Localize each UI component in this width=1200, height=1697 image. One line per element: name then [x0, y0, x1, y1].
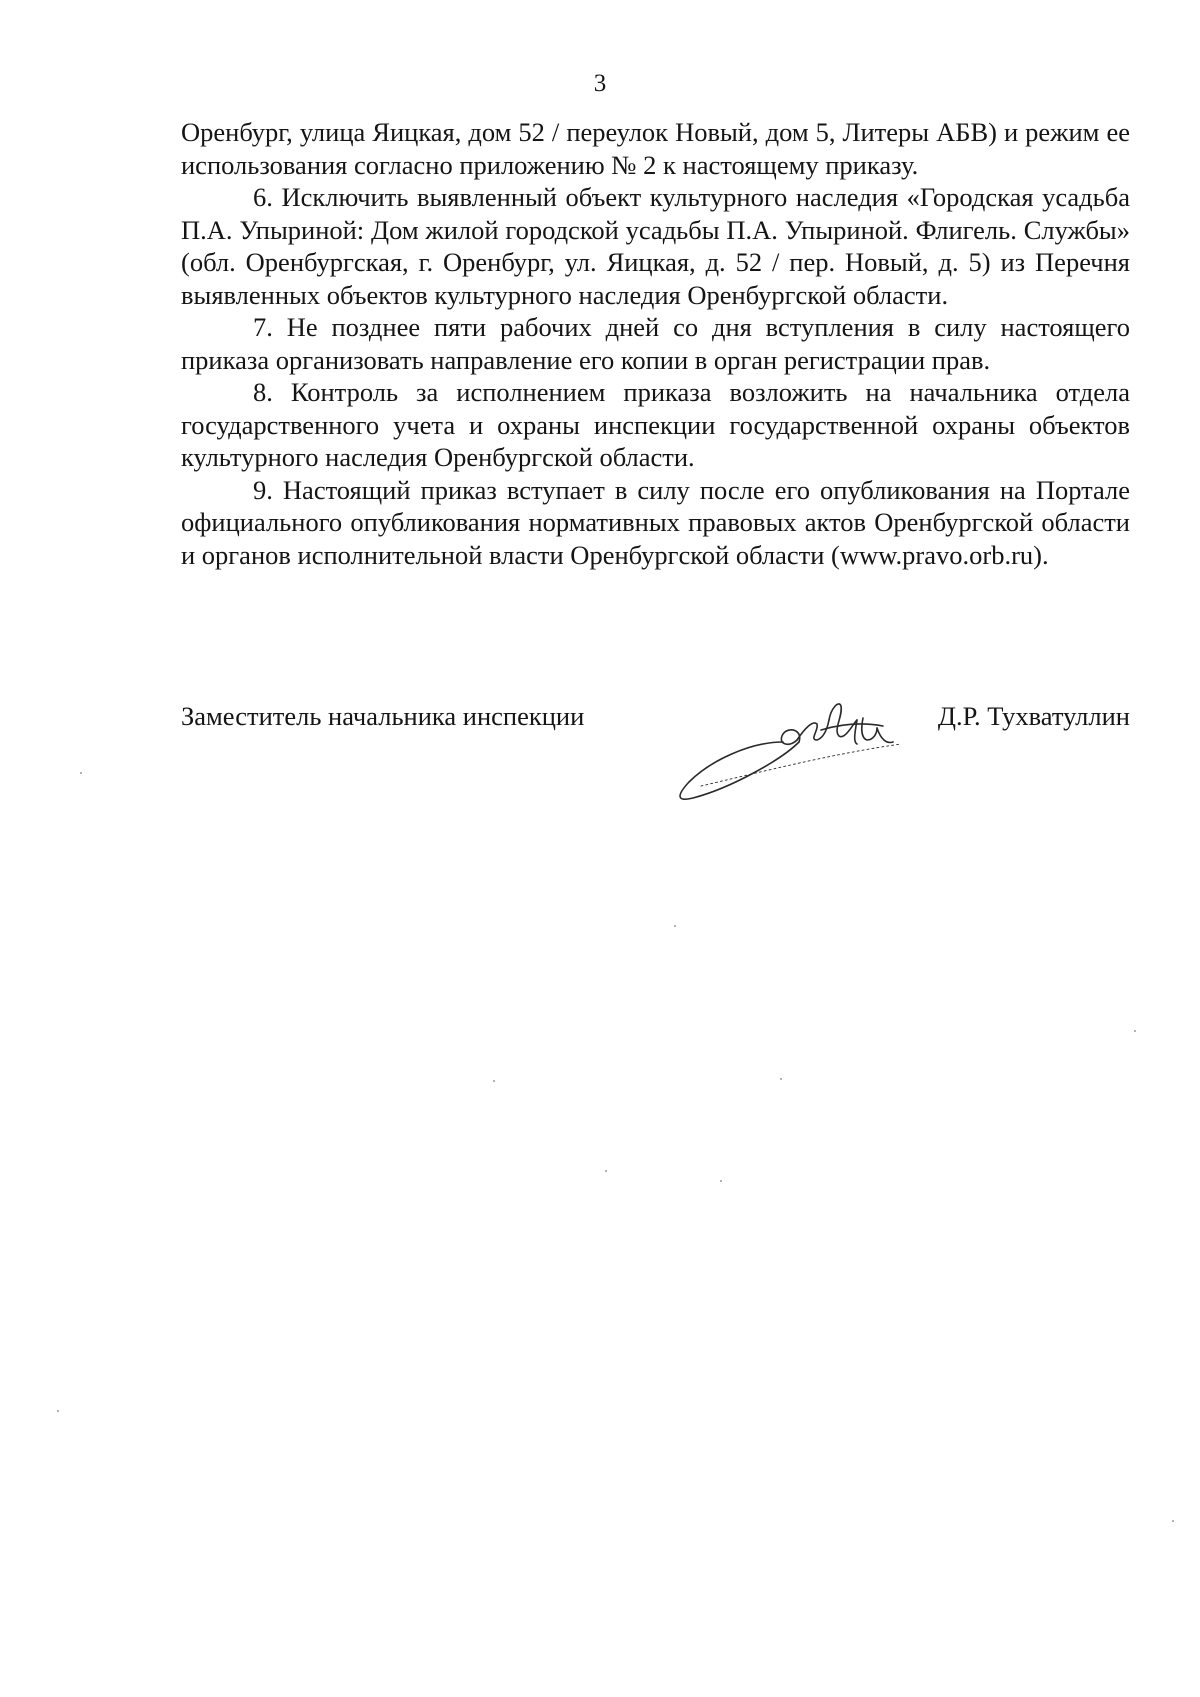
scan-speck	[674, 925, 676, 927]
paragraph-8: 8. Контроль за исполнением приказа возложить на начальника отдела государственного учета и охраны инспекции государственной охраны объектов культурного наследия Оренбургской области.	[181, 377, 1130, 472]
scan-speck	[780, 1078, 782, 1080]
paragraph-7: 7. Не позднее пяти рабочих дней со дня вступления в силу настоящего приказа организовать направление его копии в орган регистрации прав.	[181, 312, 1130, 375]
page-number: 3	[593, 70, 607, 97]
signatory-name: Д.Р. Тухватуллин	[937, 701, 1130, 731]
handwritten-signature-icon	[671, 690, 931, 805]
scan-speck	[1134, 1030, 1136, 1032]
scan-speck	[605, 1170, 607, 1172]
paragraph-9: 9. Настоящий приказ вступает в силу после его опубликования на Портале официального опубликования нормативных правовых актов Оренбургской области и органов исполнительной власти Оренбургской области (www.pravo.orb.ru).	[181, 474, 1130, 570]
scan-speck	[80, 772, 82, 774]
scan-speck	[493, 1080, 495, 1082]
paragraph-6: 6. Исключить выявленный объект культурного наследия «Городская усадьба П.А. Упыриной: Дом жилой городской усадьбы П.А. Упыриной. Флигель. Службы» (обл. Оренбургская, г. Оренбург, ул. Яицкая, д. 52 / пер. Новый, д. 5) из Перечня выявленных объектов культурного наследия Оренбургской области.	[181, 182, 1130, 310]
signatory-position: Заместитель начальника инспекции	[181, 701, 585, 731]
scan-speck	[1172, 1520, 1174, 1522]
document-body	[181, 116, 1130, 571]
signature-block	[181, 690, 1130, 810]
paragraph-5-continuation: Оренбург, улица Яицкая, дом 52 / переулок Новый, дом 5, Литеры АБВ) и режим ее использования согласно приложению № 2 к настоящему приказу.	[181, 117, 1130, 180]
scan-speck	[57, 1410, 59, 1412]
scan-speck	[720, 1180, 722, 1182]
